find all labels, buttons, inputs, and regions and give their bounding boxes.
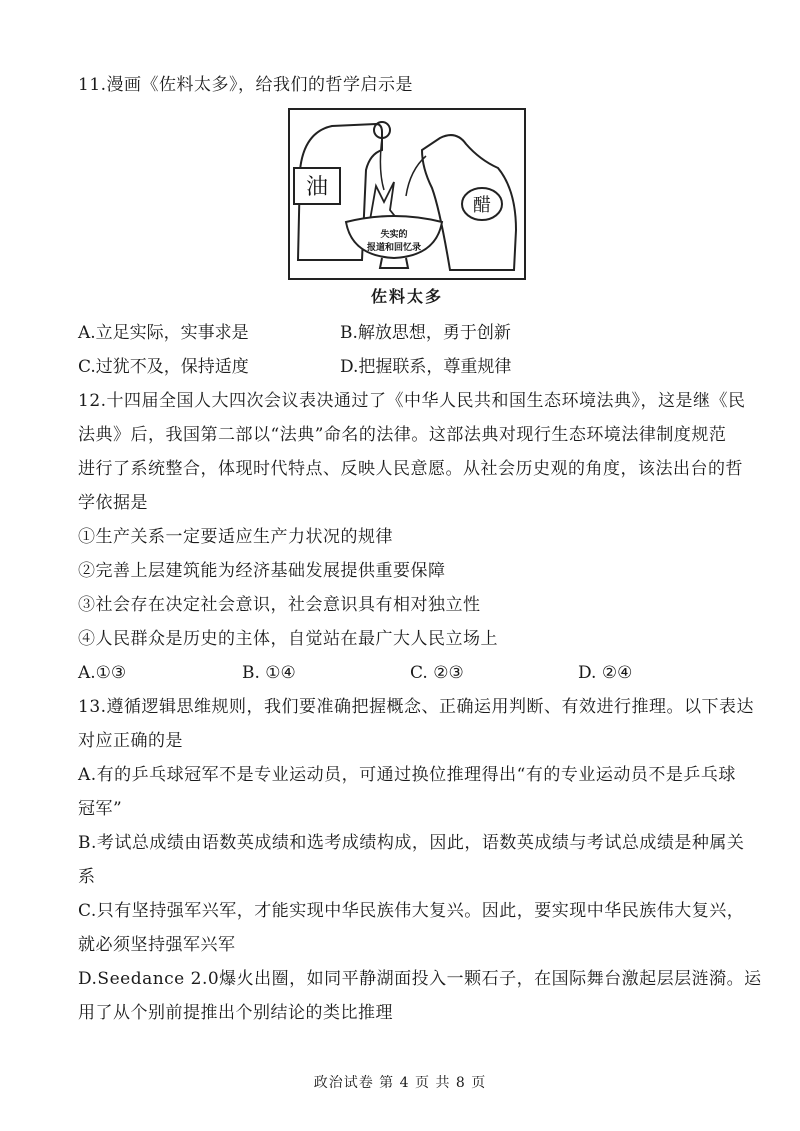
q11-option-c: C.过犹不及，保持适度 <box>78 357 249 377</box>
bowl-text-line2: 报道和回忆录 <box>366 243 422 253</box>
q12-stem-line2: 法典》后，我国第二部以“法典”命名的法律。这部法典对现行生态环境法律制度规范 <box>78 425 727 445</box>
q12-option-d: D. ②④ <box>578 663 633 683</box>
q13-option-a-line2: 冠军” <box>78 799 123 819</box>
q13-option-b-line2: 系 <box>78 867 96 887</box>
q13-option-d-line1: D.Seedance 2.0爆火出圈，如同平静湖面投入一颗石子，在国际舞台激起层层涟漪。运 <box>78 969 762 989</box>
bowl-text-line1: 失实的 <box>380 230 408 240</box>
q12-option-a: A.①③ <box>78 663 127 683</box>
q11-stem: 11.漫画《佐料太多》，给我们的哲学启示是 <box>78 75 414 95</box>
q12-item-1: ①生产关系一定要适应生产力状况的规律 <box>78 527 393 547</box>
q12-option-b: B. ①④ <box>242 663 296 683</box>
q12-item-2: ②完善上层建筑能为经济基础发展提供重要保障 <box>78 561 446 581</box>
cartoon-caption: 佐料太多 <box>370 287 443 306</box>
q13-option-b-line1: B.考试总成绩由语数英成绩和选考成绩构成，因此，语数英成绩与考试总成绩是种属关 <box>78 833 745 853</box>
q12-stem-line3: 进行了系统整合，体现时代特点、反映人民意愿。从社会历史观的角度，该法出台的哲 <box>78 459 743 479</box>
cartoon-illustration <box>290 110 524 278</box>
bowl-base <box>380 258 408 268</box>
vinegar-label: 醋 <box>473 195 491 216</box>
q13-option-c-line1: C.只有坚持强军兴军，才能实现中华民族伟大复兴。因此，要实现中华民族伟大复兴， <box>78 901 745 921</box>
q11-option-a: A.立足实际，实事求是 <box>78 323 249 343</box>
q12-stem-line1: 12.十四届全国人大四次会议表决通过了《中华人民共和国生态环境法典》，这是继《民 <box>78 391 746 411</box>
q13-stem-line2: 对应正确的是 <box>78 731 183 751</box>
q13-stem-line1: 13.遵循逻辑思维规则，我们要准确把握概念、正确运用判断、有效进行推理。以下表达 <box>78 697 755 717</box>
q13-option-d-line2: 用了从个别前提推出个别结论的类比推理 <box>78 1003 393 1023</box>
page-footer: 政治试卷 第 4 页 共 8 页 <box>313 1075 487 1091</box>
oil-label: 油 <box>305 175 329 200</box>
q12-item-4: ④人民群众是历史的主体，自觉站在最广大人民立场上 <box>78 629 498 649</box>
q11-option-b: B.解放思想，勇于创新 <box>340 323 511 343</box>
q11-option-d: D.把握联系，尊重规律 <box>340 357 512 377</box>
q12-item-3: ③社会存在决定社会意识，社会意识具有相对独立性 <box>78 595 481 615</box>
q12-option-c: C. ②③ <box>410 663 464 683</box>
q12-stem-line4: 学依据是 <box>78 493 148 513</box>
q13-option-c-line2: 就必须坚持强军兴军 <box>78 935 236 955</box>
q13-option-a-line1: A.有的乒乓球冠军不是专业运动员，可通过换位推理得出“有的专业运动员不是乒乓球 <box>78 765 736 785</box>
cartoon-frame <box>288 108 526 280</box>
